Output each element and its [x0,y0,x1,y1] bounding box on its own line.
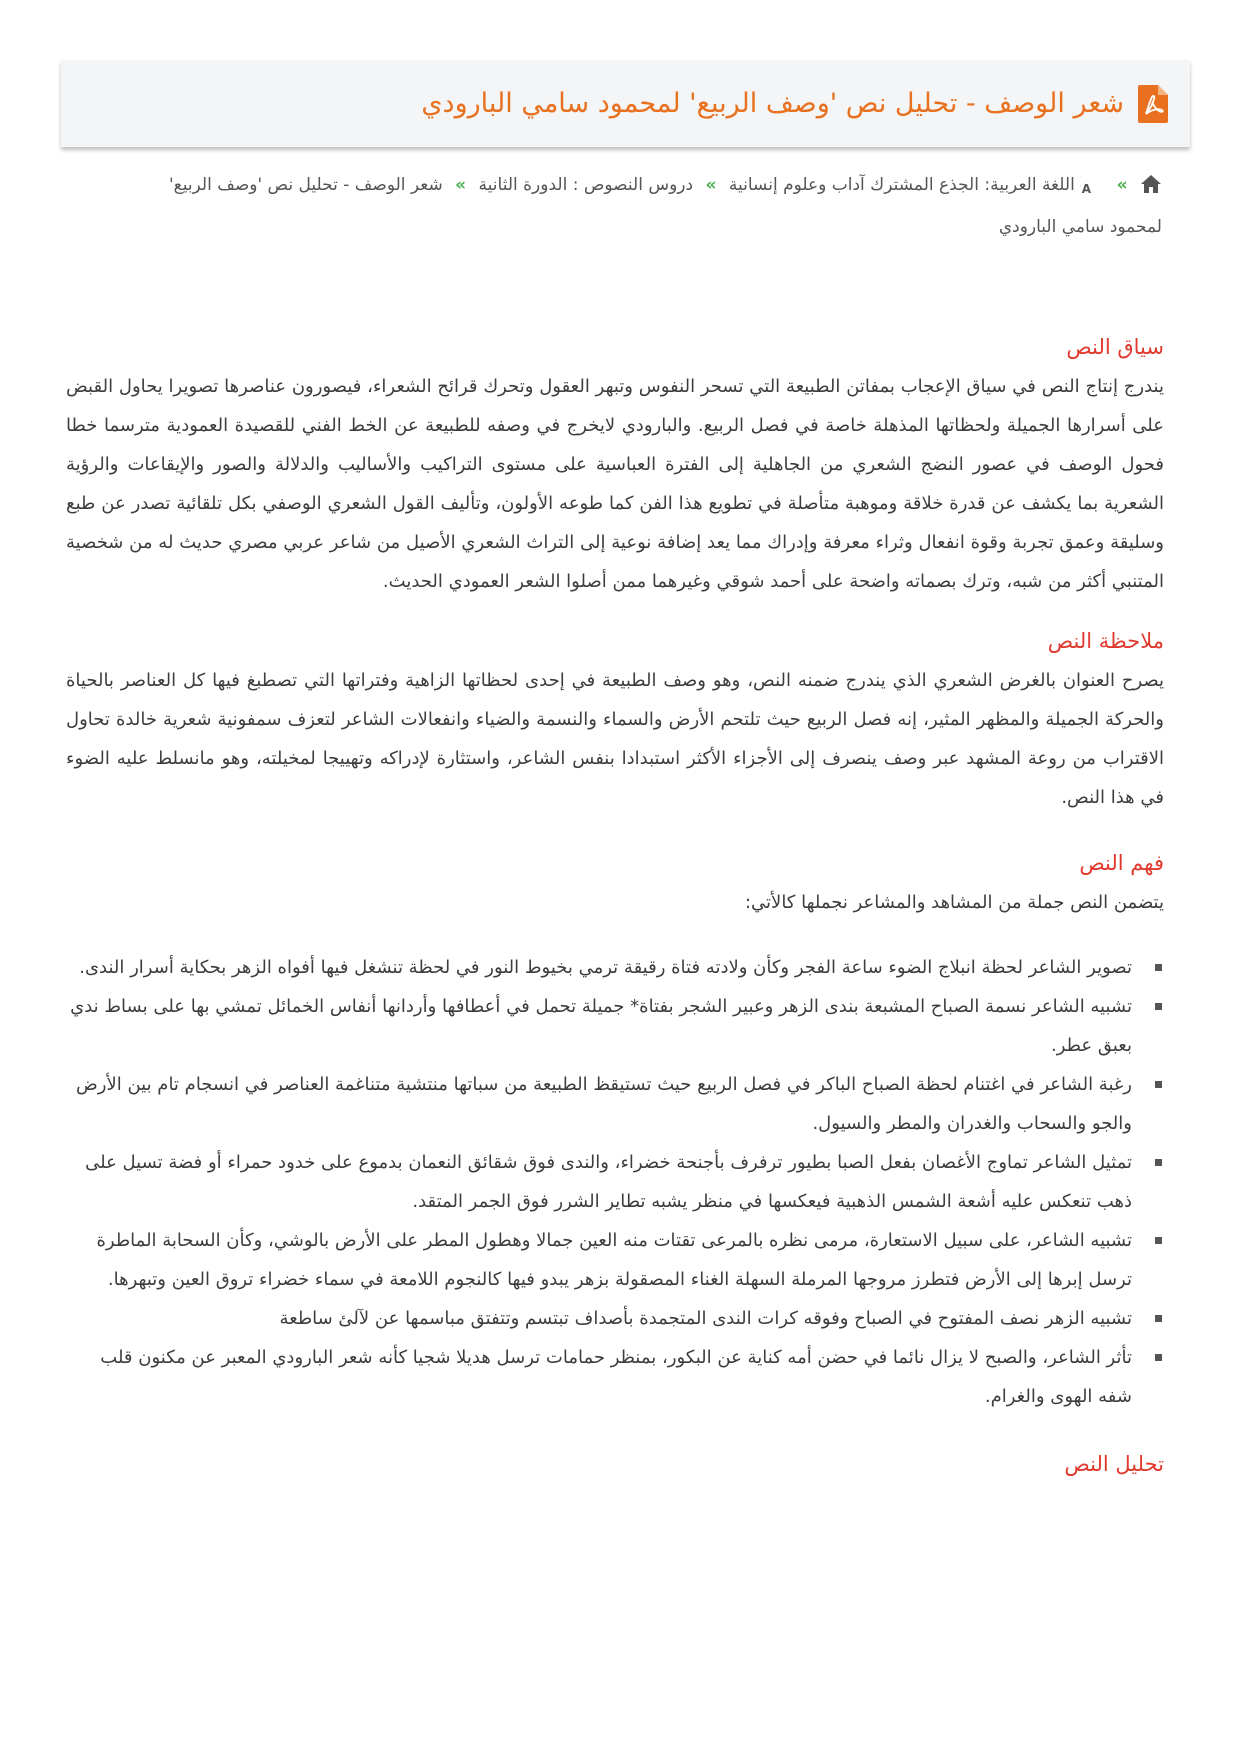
section-heading-analysis: تحليل النص [1064,1452,1164,1476]
list-item-text: تأثر الشاعر، والصبح لا يزال نائما في حضن أمه كناية عن البكور، بمنظر حمامات ترسل هديلا شجيا كأنه شعر البارودي المعبر عن مكنون قلب شفه الهوى والغرام. [100,1347,1132,1407]
breadcrumb-item-lessons[interactable]: دروس النصوص : الدورة الثانية [478,175,694,195]
title-bar [61,60,1190,147]
breadcrumb-separator: » [1116,175,1128,195]
list-item [66,1221,1164,1299]
bullet-square-icon [1155,1354,1162,1361]
list-item [66,1299,1164,1338]
bullet-square-icon [1155,1003,1162,1010]
observation-paragraph: يصرح العنوان بالغرض الشعري الذي يندرج ضمنه النص، وهو وصف الطبيعة في إحدى لحظاتها الزاهية وفتراتها التي تصطبغ فيها كل العناصر بالحياة والحركة الجميلة والمظهر المثير، إنه فصل الربيع حيث تلتحم الأرض والسماء والنسمة والضياء وانفعالات الشاعر لتعزف سمفونية شعرية خالدة تحاول الاقتراب من روعة المشهد عبر وصف ينصرف إلى الأجزاء الأكثر استبدادا بنفس الشاعر، واستثارة لإدراكه وتهييجا لمخيلته، وهو مانسلط عليه الضوء في هذا النص. [66,670,1164,808]
list-item-text: تمثيل الشاعر تماوج الأغصان بفعل الصبا بطيور ترفرف بأجنحة خضراء، والندى فوق شقائق النعمان بدموع على خدود حمراء أو فضة تسيل على ذهب تنعكس عليه أشعة الشمس الذهبية فيعكسها في منظر يشبه تطاير الشرر فوق الجمر المتقد. [85,1152,1132,1212]
bullet-square-icon [1155,964,1162,971]
understanding-list [66,948,1164,1416]
section-heading-observation: ملاحظة النص [1047,629,1164,653]
breadcrumb-item-subject[interactable]: اللغة العربية: الجذع المشترك آداب وعلوم إنسانية [728,175,1075,195]
section-analysis [66,1452,1164,1476]
list-item [66,987,1164,1065]
section-heading-understanding: فهم النص [1079,851,1164,875]
article-content [66,335,1164,1484]
breadcrumb-item-current: شعر الوصف - تحليل نص 'وصف الربيع' لمحمود سامي البارودي [168,175,1162,237]
bullet-square-icon [1155,1081,1162,1088]
breadcrumb-separator: » [455,175,467,195]
list-item-text: تشبيه الزهر نصف المفتوح في الصباح وفوقه كرات الندى المتجمدة بأصداف تبتسم وتتفتق مباسمها عن لآلئ ساطعة [279,1308,1132,1329]
svg-text:A: A [1081,182,1092,194]
bullet-square-icon [1155,1237,1162,1244]
bullet-square-icon [1155,1315,1162,1322]
home-icon[interactable] [1140,170,1162,208]
list-item [66,1065,1164,1143]
list-item [66,1338,1164,1416]
context-paragraph: يندرج إنتاج النص في سياق الإعجاب بمفاتن الطبيعة التي تسحر النفوس وتبهر العقول وتحرك قرائح الشعراء، فيصورون عناصرها تصويرا يحاول القبض على أسرارها الجميلة ولحظاتها المذهلة خاصة في فصل الربيع. والبارودي لايخرج في وصفه للطبيعة عن الخط الفني للقصيدة العمودية مترسما خطا فحول الوصف في عصور النضج الشعري من الجاهلية إلى الفترة العباسية على مستوى التراكيب والأساليب والدلالة والصور والإيقاعات والرؤية الشعرية بما يكشف عن قدرة خلاقة وموهبة متأصلة في تطويع هذا الفن كما طوعه الأولون، وتأليف القول الشعري الوصفي بكل تلقائية تصدر عن طبع وسليقة وعمق تجربة وقوة انفعال وثراء معرفة وإدراك مما يعد إضافة نوعية إلى التراث الشعري الأصيل من شاعر عربي مصري حديث له من شخصية المتنبي أكثر من شبه، وترك بصماته واضحة على أحمد شوقي وغيرهما ممن أصلوا الشعر العمودي الحديث. [66,376,1164,592]
section-context [66,335,1164,601]
list-item-text: تشبيه الشاعر نسمة الصباح المشبعة بندى الزهر وعبير الشجر بفتاة* جميلة تحمل في أعطافها وأردانها أنفاس الخمائل تمشي بها على بساط ندي بعبق عطر. [70,996,1132,1056]
page-title: شعر الوصف - تحليل نص 'وصف الربيع' لمحمود سامي البارودي [421,88,1124,119]
translate-icon [1080,170,1104,208]
breadcrumb [122,166,1162,246]
list-item-text: تشبيه الشاعر، على سبيل الاستعارة، مرمى نظره بالمرعى تقتات منه العين جمالا وهطول المطر على الأرض بالوشي، وكأن السحابة الماطرة ترسل إبرها إلى الأرض فتطرز مروجها المرملة السهلة الغناء المصقولة بزهر يبدو فيها كالنجوم اللامعة في سماء خضراء تروق العين وتبهرها. [96,1230,1132,1290]
bullet-square-icon [1155,1159,1162,1166]
breadcrumb-separator: » [705,175,717,195]
section-heading-context: سياق النص [1066,335,1164,359]
section-understanding [66,851,1164,1416]
list-item [66,948,1164,987]
pdf-icon[interactable] [1138,85,1168,123]
list-item-text: رغبة الشاعر في اغتنام لحظة الصباح الباكر في فصل الربيع حيث تستيقظ الطبيعة من سباتها منتشية متناغمة العناصر في انسجام تام بين الأرض والجو والسحاب والغدران والمطر والسيول. [76,1074,1132,1134]
section-observation [66,629,1164,817]
understanding-intro: يتضمن النص جملة من المشاهد والمشاعر نجملها كالأتي: [744,892,1164,913]
list-item-text: تصوير الشاعر لحظة انبلاج الضوء ساعة الفجر وكأن ولادته فتاة رقيقة ترمي بخيوط النور في لحظة تنشغل فيها أفواه الزهر بحكاية أسرار الندى. [79,957,1132,978]
list-item [66,1143,1164,1221]
